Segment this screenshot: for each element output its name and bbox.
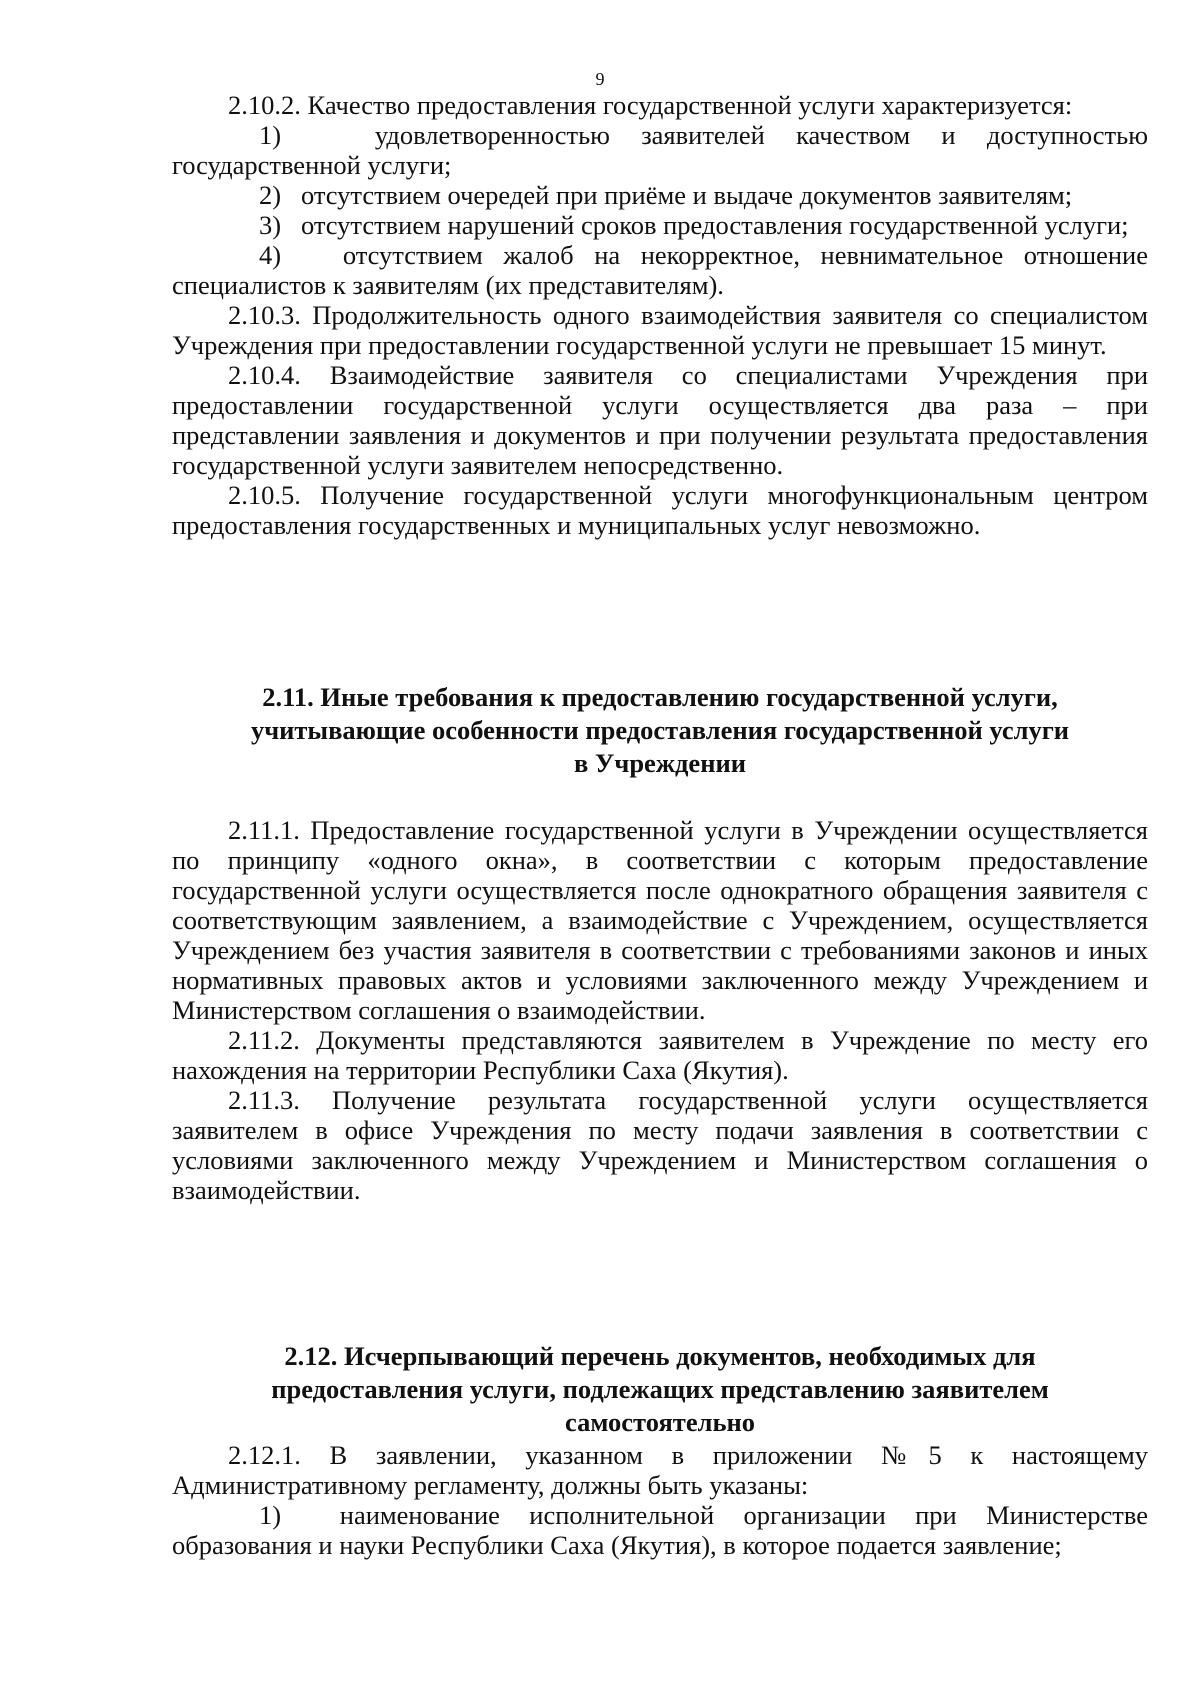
list-item-3: 3) отсутствием нарушений сроков предоставления государственной услуги; bbox=[259, 210, 1129, 240]
paragraph-2-11-3: 2.11.3. Получение результата государственной услуги осуществляется заявителем в офисе Учреждения по месту подачи заявления в соответствии с условиями заключенного между Учреждением и Министерством соглашения о взаимодействии. bbox=[172, 1085, 1148, 1205]
paragraph-2-10-4: 2.10.4. Взаимодействие заявителя со специалистами Учреждения при предоставлении государственной услуги осуществляется два раза – при представлении заявления и документов и при получении результата предоставления государственной услуги заявителем непосредственно. bbox=[172, 360, 1148, 480]
heading-line: 2.11. Иные требования к предоставлению государственной услуги, bbox=[262, 682, 1058, 712]
paragraph-2-10-3: 2.10.3. Продолжительность одного взаимодействия заявителя со специалистом Учреждения при предоставлении государственной услуги не превышает 15 минут. bbox=[172, 300, 1148, 360]
paragraph-2-10-2: 2.10.2. Качество предоставления государственной услуги характеризуется: bbox=[228, 90, 1073, 120]
heading-line: предоставления услуги, подлежащих представлению заявителем bbox=[271, 1374, 1049, 1404]
heading-line: в Учреждении bbox=[573, 748, 747, 778]
heading-2-11 bbox=[172, 681, 1148, 780]
paragraph-2-12-1: 2.12.1. В заявлении, указанном в приложении №5 к настоящему Административному регламенту, должны быть указаны: bbox=[172, 1440, 1148, 1500]
heading-line: самостоятельно bbox=[565, 1407, 755, 1437]
paragraph-2-11-1: 2.11.1. Предоставление государственной услуги в Учреждении осуществляется по принципу «одного окна», в соответствии с которым предоставление государственной услуги осуществляется после однократного обращения заявителя с соответствующим заявлением, а взаимодействие с Учреждением, осуществляется Учреждением без участия заявителя в соответствии с требованиями законов и иных нормативных правовых актов и условиями заключенного между Учреждением и Министерством соглашения о взаимодействии. bbox=[172, 815, 1148, 1025]
list-item-1: 1) наименование исполнительной организации при Министерстве образования и науки Республики Саха (Якутия), в которое подается заявление; bbox=[172, 1500, 1148, 1560]
list-item-2: 2) отсутствием очередей при приёме и выдаче документов заявителям; bbox=[259, 180, 1073, 210]
section-2-10-text bbox=[172, 90, 1148, 540]
paragraph-2-11-2: 2.11.2. Документы представляются заявителем в Учреждение по месту его нахождения на территории Республики Саха (Якутия). bbox=[172, 1025, 1148, 1085]
heading-line: учитывающие особенности предоставления государственной услуги bbox=[250, 715, 1070, 745]
list-item-1: 1) удовлетворенностью заявителей качеством и доступностью государственной услуги; bbox=[172, 120, 1148, 180]
list-item-4: 4) отсутствием жалоб на некорректное, невнимательное отношение специалистов к заявителям (их представителям). bbox=[172, 240, 1148, 300]
section-2-11-text bbox=[172, 815, 1148, 1205]
section-2-12-text bbox=[172, 1440, 1148, 1560]
heading-line: 2.12. Исчерпывающий перечень документов, необходимых для bbox=[284, 1341, 1036, 1371]
paragraph-2-10-5: 2.10.5. Получение государственной услуги многофункциональным центром предоставления государственных и муниципальных услуг невозможно. bbox=[172, 480, 1148, 540]
page-number: 9 bbox=[595, 69, 605, 89]
heading-2-12 bbox=[172, 1340, 1148, 1439]
